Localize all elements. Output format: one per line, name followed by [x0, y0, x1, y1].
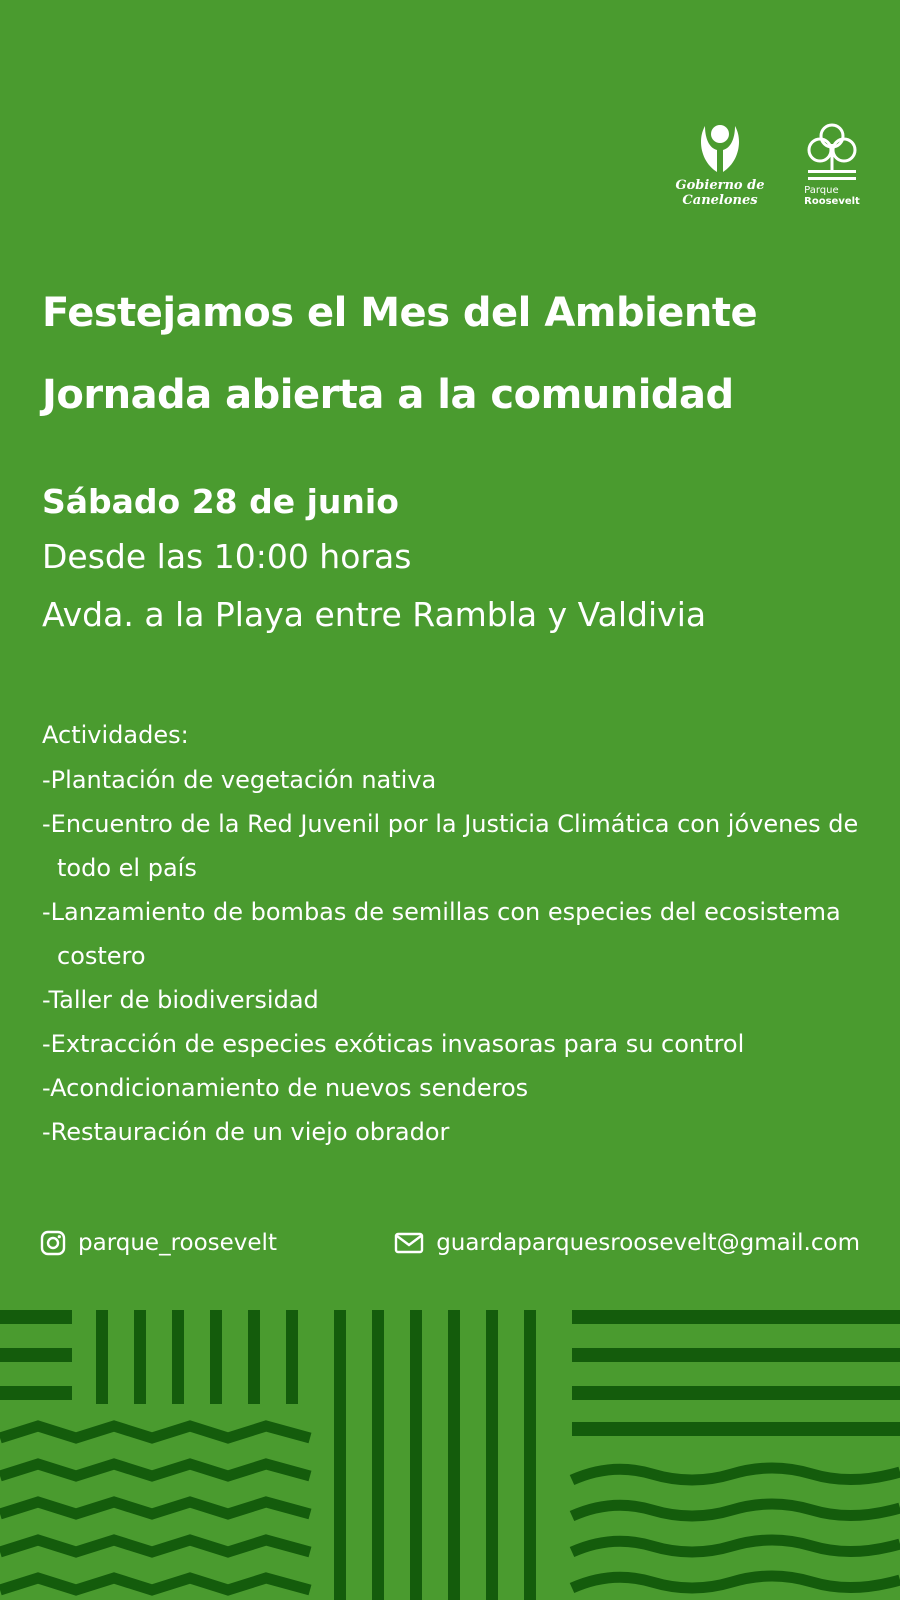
activity-item: - Encuentro de la Red Juvenil por la Justicia Climática con jóvenes de todo el país [42, 802, 872, 890]
activity-item: - Restauración de un viejo obrador [42, 1110, 872, 1154]
page-title [42, 272, 872, 436]
activity-item: - Lanzamiento de bombas de semillas con especies del ecosistema costero [42, 890, 872, 978]
contacts [40, 1230, 860, 1256]
activity-item: - Extracción de especies exóticas invasoras para su control [42, 1022, 872, 1066]
activities-list [42, 758, 872, 1154]
activity-item: - Plantación de vegetación nativa [42, 758, 872, 802]
gobierno-logo-line2: Canelones [682, 193, 758, 208]
parque-roosevelt-logo [804, 122, 860, 207]
parque-logo-line2: Roosevelt [804, 196, 860, 207]
event-details [42, 476, 872, 644]
activity-item: - Acondicionamiento de nuevos senderos [42, 1066, 872, 1110]
email-address: guardaparquesroosevelt@gmail.com [436, 1230, 860, 1256]
event-location: Avda. a la Playa entre Rambla y Valdivia [42, 595, 707, 634]
title-line2: Jornada abierta a la comunidad [42, 372, 734, 418]
parque-logo-line1: Parque [804, 185, 839, 196]
title-line1: Festejamos el Mes del Ambiente [42, 290, 758, 336]
gobierno-logo-line1: Gobierno de [675, 178, 765, 193]
tree-icon [804, 122, 860, 182]
event-time: Desde las 10:00 horas [42, 537, 412, 576]
mail-icon [394, 1232, 424, 1254]
event-date: Sábado 28 de junio [42, 482, 399, 521]
gobierno-canelones-icon [697, 122, 743, 174]
email-contact[interactable] [394, 1230, 860, 1256]
instagram-contact[interactable] [40, 1230, 277, 1256]
instagram-icon [40, 1230, 66, 1256]
instagram-handle: parque_roosevelt [78, 1230, 277, 1256]
gobierno-canelones-logo [674, 122, 766, 208]
activities-heading: Actividades: [42, 721, 189, 749]
activities-section [42, 712, 872, 1154]
activity-item: - Taller de biodiversidad [42, 978, 872, 1022]
decorative-pattern [0, 1302, 900, 1600]
logos [674, 122, 860, 208]
